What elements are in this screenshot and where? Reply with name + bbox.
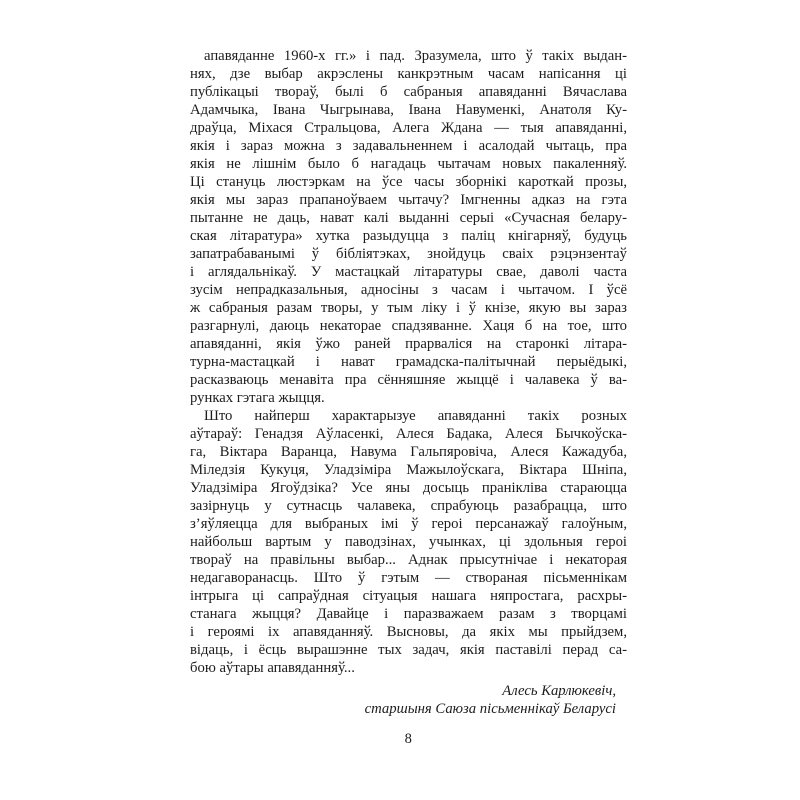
text-line: твораў на правільны выбар... Аднак прысутнічае і некаторая xyxy=(190,552,627,568)
text-line: Адамчыка, Івана Чыгрынава, Івана Навуменкі, Анатоля Ку- xyxy=(190,102,627,118)
text-line: турна-мастацкай і нават грамадска-палітычнай перыёдыкі, xyxy=(190,354,627,370)
signature-author: Алесь Карлюкевіч, xyxy=(502,683,616,699)
text-line: найбольш вартым у паводзінах, учынках, ці здольныя героі xyxy=(190,534,627,550)
text-line: відаць, і ёсць вырашэнне тых задач, якія паставілі перад са- xyxy=(190,642,627,658)
text-line: Што найперш характарызуе апавяданні такіх розных xyxy=(204,408,627,424)
text-line: з’яўляецца для выбраных імі ў героі персанажаў галоўным, xyxy=(190,516,627,532)
text-line: расказваюць менавіта пра сённяшняе жыццё і чалавека ў ва- xyxy=(190,372,627,388)
text-line: аўтараў: Генадзя Аўласенкі, Алеся Бадака, Алеся Бычкоўска- xyxy=(190,426,627,442)
text-line: якія і зараз можна з задавальненнем і асалодай чытаць, пра xyxy=(190,138,627,154)
text-block xyxy=(190,47,627,748)
text-line: бою аўтары апавяданняў... xyxy=(190,660,355,676)
paragraph xyxy=(190,47,627,407)
text-line: Міледзія Кукуця, Уладзіміра Мажылоўскага, Віктара Шніпа, xyxy=(190,462,627,478)
text-line: і аглядальнікаў. У мастацкай літаратуры свае, даволі часта xyxy=(190,264,627,280)
text-line: зазірнуць у сутнасць чалавека, спрабуюць разабрацца, што xyxy=(190,498,627,514)
text-line: Уладзіміра Ягоўдзіка? Усе яны досыць пранікліва стараюцца xyxy=(190,480,627,496)
text-line: драўца, Міхася Стральцова, Алега Ждана — тыя апавяданні, xyxy=(190,120,627,136)
text-line: пытанне не даць, нават калі выданні серыі «Сучасная белару- xyxy=(190,210,627,226)
text-line: якія мы зараз прапаноўваем чытачу? Імгненны адказ на гэта xyxy=(190,192,627,208)
text-line: якія не лішнім было б нагадаць чытачам новых пакаленняў. xyxy=(190,156,627,172)
text-line: разгарнулі, даюць некаторае спадзяванне. Хаця б на тое, што xyxy=(190,318,627,334)
text-line: апавяданне 1960-х гг.» і пад. Зразумела, што ў такіх выдан- xyxy=(204,48,627,64)
text-line: запатрабаванымі ў бібліятэках, знойдуць сваіх рэцэнзентаў xyxy=(190,246,627,262)
text-line: рунках гэтага жыцця. xyxy=(190,390,325,406)
paragraph xyxy=(190,407,627,677)
text-line: ская літаратура» хутка разыдуцца з паліц кнігарняў, будуць xyxy=(190,228,627,244)
signature-role: старшыня Саюза пісьменнікаў Беларусі xyxy=(364,701,616,717)
text-line: недагаворанасць. Што ў гэтым — створаная пісьменнікам xyxy=(190,570,627,586)
text-line: Ці стануць люстэркам на ўсе часы зборнікі кароткай прозы, xyxy=(190,174,627,190)
text-line: публікацыі твораў, былі б сабраныя апавяданні Вячаслава xyxy=(190,84,627,100)
signature-block xyxy=(190,682,627,718)
text-line: апавяданні, якія ўжо раней прарваліся на старонкі літара- xyxy=(190,336,627,352)
text-line: зусім непрадказальныя, адносіны з часам і чытачом. І ўсё xyxy=(190,282,627,298)
text-line: інтрыга ці сапраўдная сітуацыя нашага няпростага, расхры- xyxy=(190,588,627,604)
text-line: ж сабраныя разам творы, у тым ліку і ў кнізе, якую вы зараз xyxy=(190,300,627,316)
text-line: га, Віктара Варанца, Навума Гальпяровіча, Алеся Кажадуба, xyxy=(190,444,627,460)
text-line: і героямі іх апавяданняў. Высновы, да якіх мы прыйдзем, xyxy=(190,624,627,640)
text-line: станага жыцця? Давайце і паразважаем разам з творцамі xyxy=(190,606,627,622)
page-number: 8 xyxy=(404,731,413,747)
text-line: нях, дзе выбар акрэслены канкрэтным часам напісання ці xyxy=(190,66,627,82)
